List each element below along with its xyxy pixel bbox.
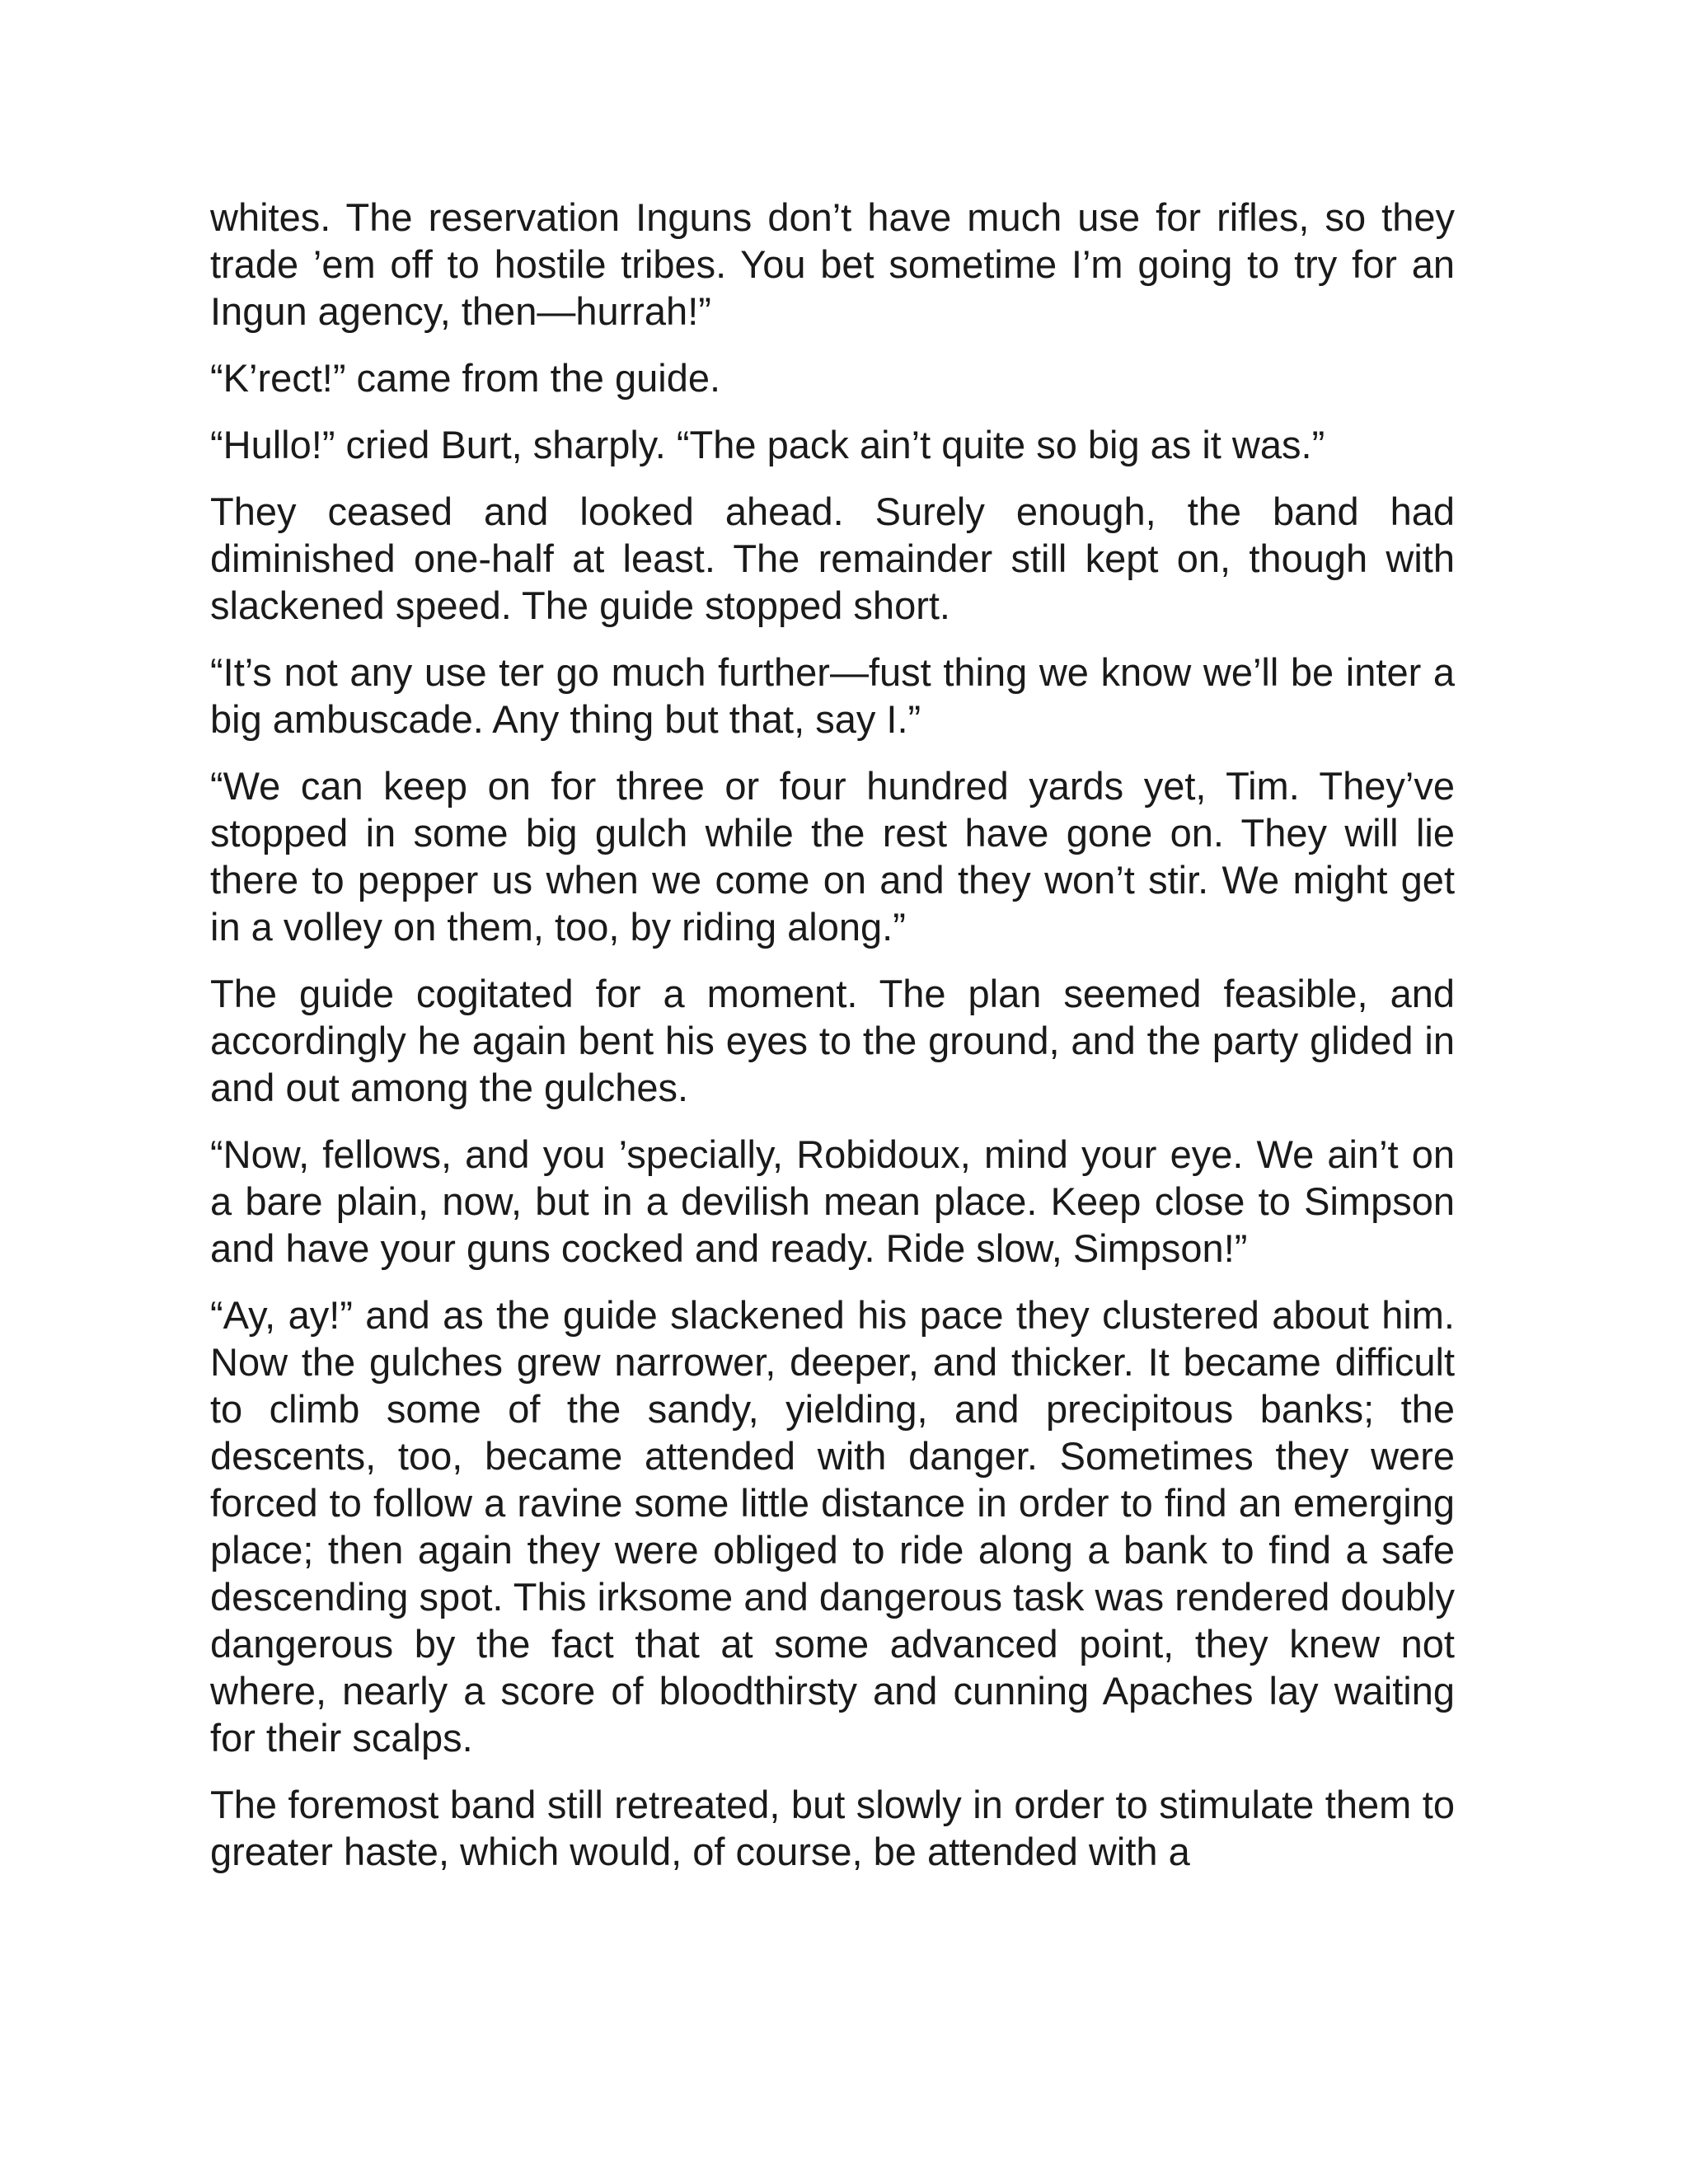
paragraph: “We can keep on for three or four hundred yards yet, Tim. They’ve stopped in some big gulch while the rest have gone on. They will lie there to pepper us when we come on and they won’t stir. We might get in a volley on them, too, by riding along.” [210, 764, 1455, 949]
paragraph: The foremost band still retreated, but slowly in order to stimulate them to greater haste, which would, of course, be attended with a [210, 1783, 1455, 1873]
paragraph: The guide cogitated for a moment. The plan seemed feasible, and accordingly he again bent his eyes to the ground, and the party glided in and out among the gulches. [210, 972, 1455, 1109]
paragraph: “Now, fellows, and you ’specially, Robidoux, mind your eye. We ain’t on a bare plain, now, but in a devilish mean place. Keep close to Simpson and have your guns cocked and ready. Ride slow, Simpson!” [210, 1132, 1455, 1270]
paragraph: “Ay, ay!” and as the guide slackened his pace they clustered about him. Now the gulches grew narrower, deeper, and thicker. It became difficult to climb some of the sandy, yielding, and precipitous banks; the descents, too, became attended with danger. Sometimes they were forced to follow a ravine some little distance in order to find an emerging place; then again they were obliged to ride along a bank to find a safe descending spot. This irksome and dangerous task was rendered doubly dangerous by the fact that at some advanced point, they knew not where, nearly a score of bloodthirsty and cunning Apaches lay waiting for their scalps. [210, 1293, 1455, 1760]
paragraph: They ceased and looked ahead. Surely enough, the band had diminished one-half at least. The remainder still kept on, though with slackened speed. The guide stopped short. [210, 490, 1455, 627]
page-body-text [210, 194, 1455, 1895]
paragraph: “It’s not any use ter go much further—fust thing we know we’ll be inter a big ambuscade. Any thing but that, say I.” [210, 650, 1455, 741]
paragraph: whites. The reservation Inguns don’t have much use for rifles, so they trade ’em off to hostile tribes. You bet sometime I’m going to try for an Ingun agency, then—hurrah!” [210, 195, 1455, 333]
paragraph: “K’rect!” came from the guide. [210, 356, 721, 400]
paragraph: “Hullo!” cried Burt, sharply. “The pack ain’t quite so big as it was.” [210, 423, 1325, 466]
